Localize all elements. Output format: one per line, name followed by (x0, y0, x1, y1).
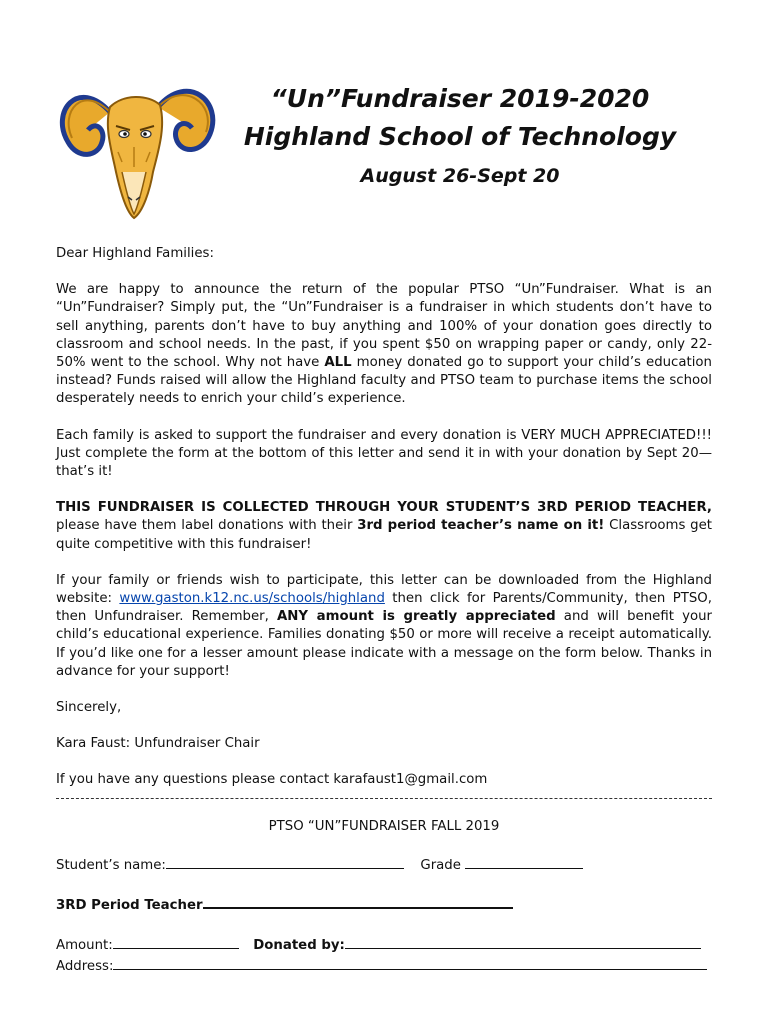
form-title: PTSO “UN”FUNDRAISER FALL 2019 (268, 819, 500, 834)
donation-form (56, 818, 712, 976)
fundraiser-dates: August 26-Sept 20 (360, 165, 560, 187)
teacher-label: 3RD Period Teacher (56, 898, 203, 914)
amount-field[interactable] (113, 934, 239, 949)
contact-line: If you have any questions please contact karafaust1@gmail.com (56, 772, 488, 788)
fundraiser-title: “Un”Fundraiser 2019-2020 (270, 84, 650, 113)
teacher-row (56, 893, 712, 915)
teacher-field[interactable] (203, 893, 513, 909)
letter-body (56, 245, 712, 790)
school-website-link[interactable]: www.gaston.k12.nc.us/schools/highland (119, 591, 385, 607)
download-paragraph: If your family or friends wish to participate, this letter can be downloaded from the Highland website: www.gaston.k12.nc.us/schools/highland then click for Parents/Community, then PTSO, then Unfundraiser. Remember, ANY amount is greatly appreciated and will benefit your child’s educational experience. Families donating $50 or more will receive a receipt automatically. If you’d like one for a lesser amount please indicate with a message on the form below. Thanks in advance for your support! (56, 572, 712, 679)
student-name-label: Student’s name: (56, 858, 166, 874)
student-name-field[interactable] (166, 854, 404, 869)
salutation: Dear Highland Families: (56, 246, 214, 261)
address-row (56, 955, 712, 976)
address-field[interactable] (113, 955, 707, 970)
cut-line-divider (56, 798, 712, 799)
address-label: Address: (56, 958, 114, 974)
participation-paragraph: Each family is asked to support the fundraiser and every donation is VERY MUCH APPRECIATED!!! Just complete the form at the bottom of this letter and send it in with your donation by Sept 20—that’s it! (56, 427, 712, 480)
amount-label: Amount: (56, 937, 113, 953)
student-row (56, 854, 712, 875)
amount-row (56, 934, 712, 955)
grade-label: Grade (420, 858, 461, 874)
closing: Sincerely, (56, 700, 122, 716)
ram-mascot-logo (58, 72, 218, 222)
donated-by-field[interactable] (345, 934, 701, 949)
school-name: Highland School of Technology (243, 122, 677, 151)
donated-by-label: Donated by: (253, 937, 345, 953)
signature: Kara Faust: Unfundraiser Chair (56, 736, 260, 752)
teacher-paragraph: THIS FUNDRAISER IS COLLECTED THROUGH YOUR STUDENT’S 3RD PERIOD TEACHER, please have them label donations with their 3rd period teacher’s name on it! Classrooms get quite competitive with this fundraiser! (56, 500, 712, 552)
intro-paragraph: We are happy to announce the return of the popular PTSO “Un”Fundraiser. What is an “Un”Fundraiser? Simply put, the “Un”Fundraiser is a fundraiser in which students don’t have to sell anything, parents don’t have to buy anything and 100% of your donation goes directly to classroom and school needs. In the past, if you spent $50 on wrapping paper or candy, only 22-50% went to the school. Why not have ALL money donated go to support your child’s education instead? Funds raised will allow the Highland faculty and PTSO team to purchase items the school desperately needs to enrich your child’s experience. (56, 282, 712, 407)
title-block (215, 80, 705, 192)
grade-field[interactable] (465, 854, 583, 869)
